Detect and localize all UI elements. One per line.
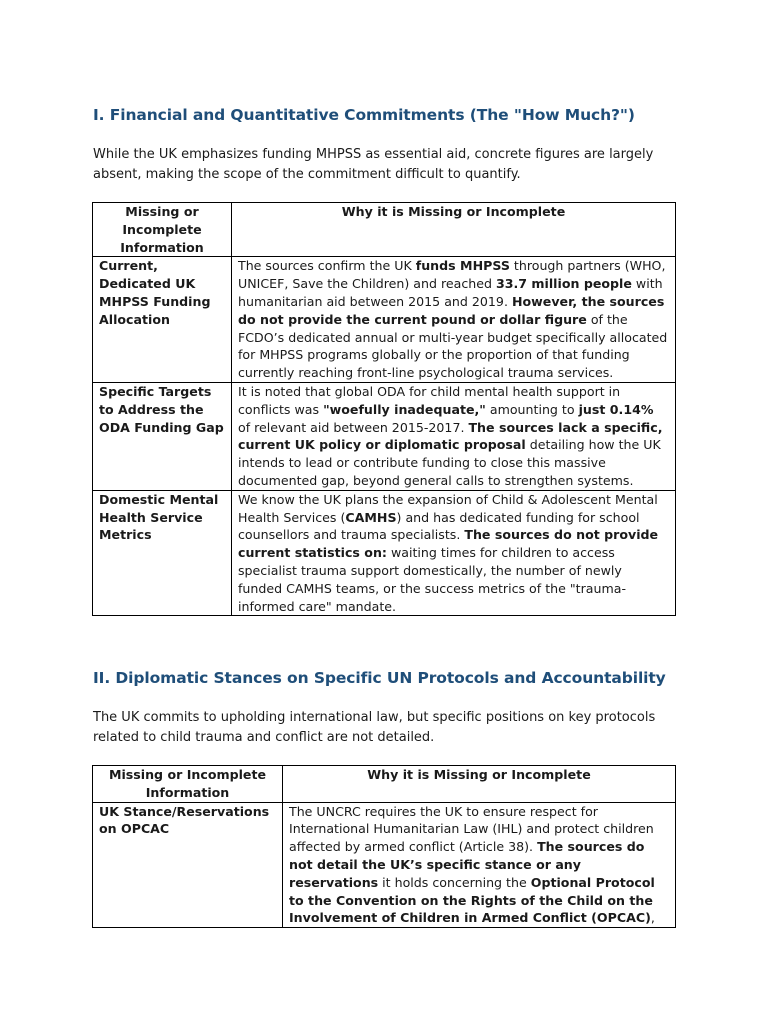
row-label: UK Stance/Reservations on OPCAC [93, 802, 283, 928]
section-2-table [92, 765, 676, 928]
text-run: amounting to [485, 401, 579, 417]
text-run: of the FCDO’s dedicated annual or multi-year budget specifically allocated for MHPSS programs globally or the proportion of that funding currently reaching front-line psychological trauma services. [238, 311, 668, 381]
text-run: , [650, 910, 655, 926]
bold-text-run: funds MHPSS [415, 258, 510, 274]
text-run: We know the UK plans the expansion of Child & Adolescent Mental Health Services ( [238, 491, 658, 525]
bold-text-run: The sources do not provide current statistics on: [238, 527, 659, 561]
text-run: It is noted that global ODA for child mental health support in conflicts was [238, 383, 621, 417]
table-row [93, 802, 676, 928]
bold-text-run: Optional Protocol to the Convention on the Rights of the Child on the Involvement of Children in Armed Conflict (OPCAC) [289, 874, 655, 926]
column-header: Why it is Missing or Incomplete [232, 203, 676, 257]
row-detail [232, 382, 676, 490]
text-run: detailing how the UK intends to lead or contribute funding to close this massive documented gap, beyond general calls to strengthen systems. [238, 437, 661, 488]
text-run: with humanitarian aid between 2015 and 2019. [238, 276, 663, 309]
row-detail [283, 802, 676, 928]
bold-text-run: However, the sources do not provide the current pound or dollar figure [238, 293, 665, 327]
column-header: Why it is Missing or Incomplete [283, 766, 676, 803]
table-row [93, 490, 676, 616]
text-run: waiting times for children to access specialist trauma support domestically, the number of newly funded CAMHS teams, or the success metrics of the "trauma-informed care" mandate. [238, 545, 627, 614]
section-2-intro: The UK commits to upholding international law, but specific positions on key protocols related to child trauma and conflict are not detailed. [93, 710, 656, 745]
row-label: Domestic Mental Health Service Metrics [93, 490, 232, 616]
row-label: Specific Targets to Address the ODA Funding Gap [93, 382, 232, 490]
table-row [93, 257, 676, 383]
column-header: Missing or Incomplete Information [93, 766, 283, 803]
table-row [93, 382, 676, 490]
text-run: ) and has dedicated funding for school counsellors and trauma specialists. [238, 509, 640, 543]
text-run: The sources confirm the UK [238, 258, 416, 274]
column-header: Missing or Incomplete Information [93, 203, 232, 257]
bold-text-run: just 0.14% [578, 401, 654, 417]
bold-text-run: 33.7 million people [495, 276, 632, 292]
row-detail [232, 257, 676, 383]
bold-text-run: The sources do not detail the UK’s specific stance or any reservations [289, 839, 645, 890]
bold-text-run: "woefully inadequate," [323, 401, 486, 417]
section-1-heading: I. Financial and Quantitative Commitments (The "How Much?") [93, 106, 635, 124]
bold-text-run: The sources lack a specific, current UK policy or diplomatic proposal [238, 419, 663, 453]
table-header-row [93, 203, 676, 257]
text-run: The UNCRC requires the UK to ensure respect for International Humanitarian Law (IHL) and protect children affected by armed conflict (Article 38). [289, 803, 654, 855]
text-run: of relevant aid between 2015-2017. [238, 419, 469, 435]
text-run: through partners (WHO, UNICEF, Save the Children) and reached [238, 258, 666, 292]
bold-text-run: CAMHS [345, 509, 397, 525]
section-2-heading: II. Diplomatic Stances on Specific UN Protocols and Accountability [93, 669, 666, 687]
row-label: Current, Dedicated UK MHPSS Funding Allocation [93, 257, 232, 383]
text-run: it holds concerning the [378, 874, 531, 890]
table-header-row [93, 766, 676, 803]
row-detail [232, 490, 676, 616]
section-1-table [92, 202, 676, 616]
section-1-intro: While the UK emphasizes funding MHPSS as essential aid, concrete figures are largely absent, making the scope of the commitment difficult to quantify. [93, 147, 654, 182]
